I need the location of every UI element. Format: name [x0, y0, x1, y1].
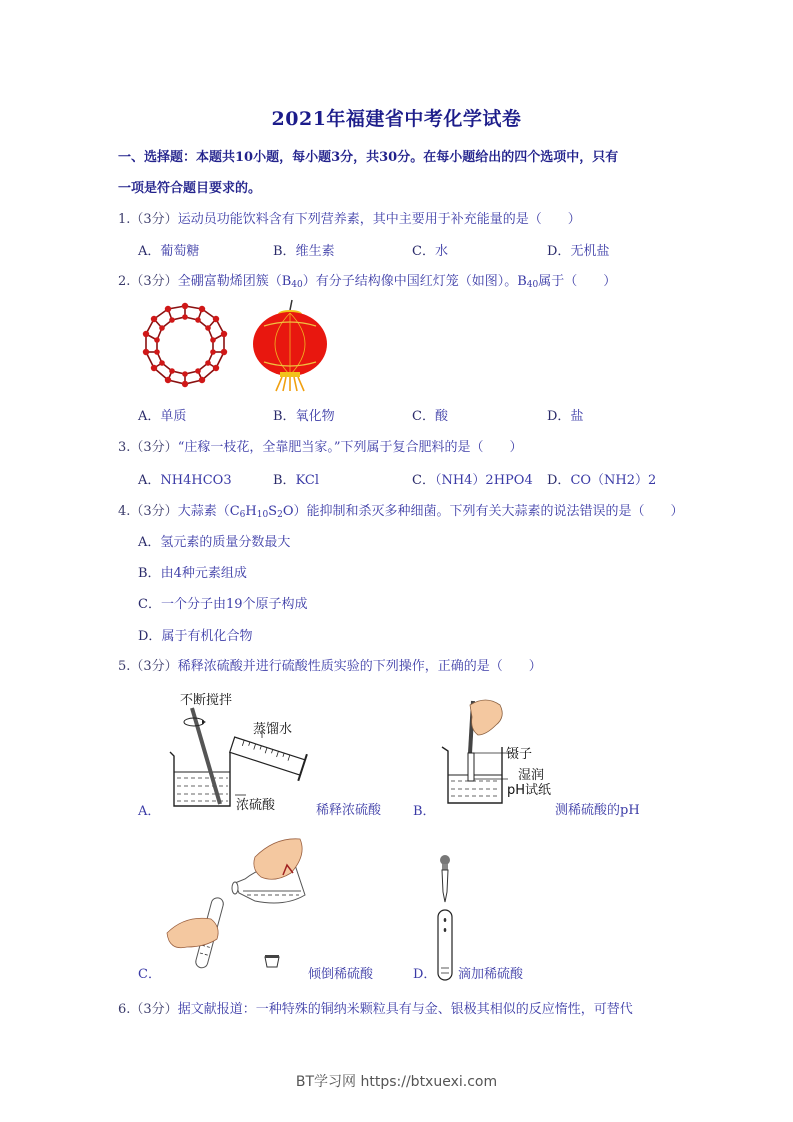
- q3-option-a[interactable]: A．NH4HCO3: [138, 473, 232, 488]
- subscript: 40: [526, 280, 539, 290]
- option-letter: A．: [138, 804, 161, 819]
- question-stem: 稀释浓硫酸并进行硫酸性质实验的下列操作，正确的是（ ）: [177, 659, 542, 674]
- section-header-line1: 一、选择题：本题共10小题，每小题3分，共30分。在每小题给出的四个选项中，只有: [118, 150, 619, 165]
- q3-option-d[interactable]: D．CO（NH2）2: [547, 473, 657, 488]
- option-letter: B．: [413, 804, 436, 819]
- label-distilled-water: 蒸馏水: [253, 722, 293, 737]
- footer-watermark: BT学习网 https://btxuexi.com: [295, 1074, 498, 1090]
- question-5: [118, 655, 542, 674]
- stem-text: O）能抑制和杀灭多种细菌。下列有关大蒜素的说法错误的是（ ）: [282, 504, 684, 519]
- q2-option-a[interactable]: A．单质: [138, 409, 187, 424]
- q1-option-a[interactable]: A．葡萄糖: [138, 244, 200, 259]
- q2-option-d[interactable]: D．盐: [547, 409, 584, 424]
- q1-option-d[interactable]: D．无机盐: [547, 244, 610, 259]
- section-header-line2: 一项是符合题目要求的。: [118, 181, 262, 196]
- boron-fullerene-molecule-image: [140, 300, 230, 390]
- option-letter: D．: [413, 967, 437, 982]
- option-caption: 测稀硫酸的pH: [555, 803, 640, 818]
- question-number: 3.（3分）: [118, 440, 178, 455]
- question-4: [118, 500, 683, 520]
- pouring-acid-diagram: [165, 835, 315, 975]
- q1-option-b[interactable]: B．维生素: [273, 244, 335, 259]
- page-title: 2021年福建省中考化学试卷: [271, 108, 522, 130]
- q2-option-c[interactable]: C．酸: [412, 409, 448, 424]
- q4-option-d[interactable]: D．属于有机化合物: [138, 629, 253, 644]
- q2-option-b[interactable]: B．氧化物: [273, 409, 335, 424]
- stem-text: 全硼富勒烯团簇（B: [177, 274, 292, 289]
- q4-option-a[interactable]: A．氢元素的质量分数最大: [138, 535, 291, 550]
- question-number: 2.（3分）: [118, 274, 178, 289]
- subscript: 40: [291, 280, 303, 290]
- subscript: 6: [239, 510, 246, 520]
- subscript: 2: [277, 510, 283, 520]
- label-ph-paper: pH试纸: [507, 783, 552, 798]
- dilution-apparatus-diagram: [150, 700, 320, 810]
- red-lantern-image: [250, 300, 330, 392]
- label-conc-sulfuric-acid: 浓硫酸: [236, 798, 276, 813]
- q1-option-c[interactable]: C．水: [412, 244, 448, 259]
- option-letter: C．: [138, 967, 161, 982]
- question-stem: “庄稼一枝花，全靠肥当家。”下列属于复合肥料的是（ ）: [177, 440, 523, 455]
- stem-text: S: [268, 504, 278, 519]
- question-1: [118, 208, 581, 227]
- option-caption: 稀释浓硫酸: [316, 803, 382, 818]
- question-2: [118, 270, 616, 290]
- subscript: 10: [256, 510, 269, 520]
- question-number: 5.（3分）: [118, 659, 178, 674]
- question-stem: 运动员功能饮料含有下列营养素，其中主要用于补充能量的是（ ）: [177, 212, 581, 227]
- stem-text: H: [245, 504, 257, 519]
- stem-text: ）有分子结构像中国红灯笼（如图）。B: [302, 274, 527, 289]
- option-caption: 倾倒稀硫酸: [308, 967, 374, 982]
- label-stir: 不断搅拌: [180, 693, 233, 708]
- q4-option-c[interactable]: C．一个分子由19个原子构成: [138, 597, 308, 612]
- stem-text: 属于（ ）: [538, 274, 617, 289]
- q3-option-b[interactable]: B．KCl: [273, 473, 320, 488]
- question-number: 6.（3分）: [118, 1002, 178, 1017]
- stem-text: 大蒜素（C: [177, 504, 240, 519]
- label-tweezers: 镊子: [506, 747, 533, 762]
- question-number: 4.（3分）: [118, 504, 178, 519]
- question-number: 1.（3分）: [118, 212, 178, 227]
- question-6: [118, 998, 633, 1017]
- q4-option-b[interactable]: B．由4种元素组成: [138, 566, 247, 581]
- option-caption: 滴加稀硫酸: [458, 967, 524, 982]
- question-3: [118, 436, 522, 455]
- question-stem: 据文献报道：一种特殊的铜纳米颗粒具有与金、银极其相似的反应惰性，可替代: [177, 1002, 633, 1017]
- label-wet: 湿润: [518, 768, 545, 783]
- q3-option-c[interactable]: C．（NH4）2HPO4: [412, 473, 533, 488]
